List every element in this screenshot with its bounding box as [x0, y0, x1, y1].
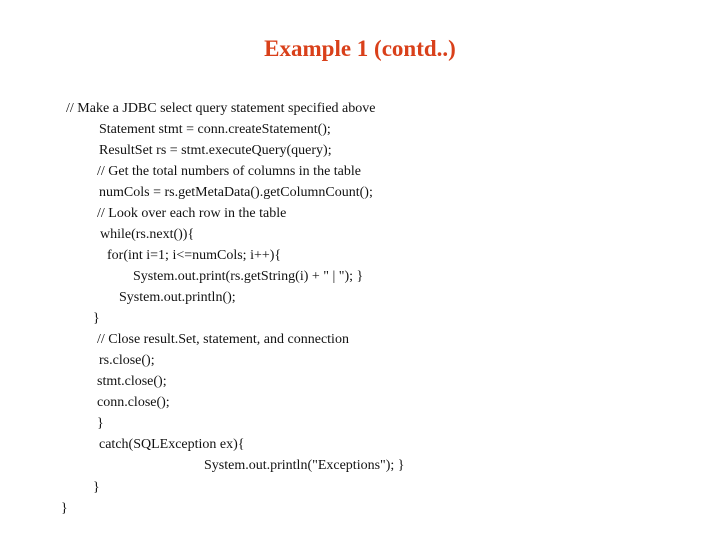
- code-line: Statement stmt = conn.createStatement();: [99, 122, 331, 137]
- code-line: }: [97, 416, 104, 431]
- code-line: System.out.println("Exceptions"); }: [204, 458, 405, 473]
- code-line: rs.close();: [99, 353, 155, 368]
- code-line: }: [93, 480, 100, 495]
- code-line: // Get the total numbers of columns in the table: [97, 164, 361, 179]
- code-line: numCols = rs.getMetaData().getColumnCount();: [99, 185, 373, 200]
- code-line: for(int i=1; i<=numCols; i++){: [107, 248, 282, 263]
- code-line: catch(SQLException ex){: [99, 437, 245, 452]
- code-line: // Close result.Set, statement, and connection: [97, 332, 349, 347]
- code-line: System.out.print(rs.getString(i) + " | "); }: [133, 269, 364, 284]
- code-line: stmt.close();: [97, 374, 167, 389]
- slide-title: Example 1 (contd..): [264, 36, 456, 61]
- code-line: ResultSet rs = stmt.executeQuery(query);: [99, 143, 332, 158]
- code-line: conn.close();: [97, 395, 170, 410]
- code-line: // Look over each row in the table: [97, 206, 287, 221]
- code-line: while(rs.next()){: [100, 227, 195, 242]
- code-line: }: [93, 311, 100, 326]
- code-line: }: [61, 501, 68, 516]
- code-line: // Make a JDBC select query statement specified above: [66, 101, 376, 116]
- code-line: System.out.println();: [119, 290, 236, 305]
